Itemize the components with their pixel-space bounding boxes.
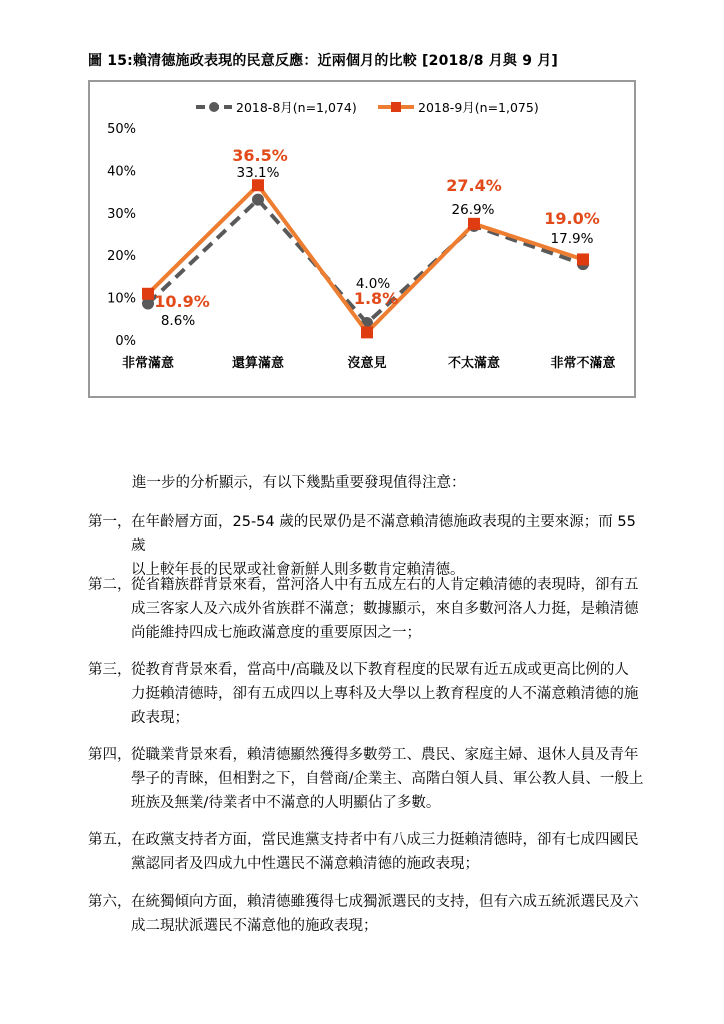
finding-line: 成二現狀派選民不滿意他的施政表現； — [131, 918, 378, 934]
finding-line: 黨認同者及四成九中性選民不滿意賴清德的施政表現； — [131, 856, 479, 872]
y-tick-label: 50% — [107, 122, 136, 137]
finding-ordinal: 第四， — [88, 747, 132, 763]
data-label-aug: 8.6% — [160, 313, 196, 329]
finding-line: 在統獨傾向方面，賴清德雖獲得七成獨派選民的支持，但有六成五統派選民及六 — [131, 894, 639, 910]
legend-marker-sep — [391, 102, 401, 112]
finding-line: 從省籍族群背景來看，當河洛人中有五成左右的人肯定賴清德的表現時，卻有五 — [131, 577, 639, 593]
finding-line: 成三客家人及六成外省族群不滿意；數據顯示，來自多數河洛人力挺，是賴清德 — [131, 601, 639, 617]
finding-text — [131, 510, 651, 582]
line-chart — [0, 0, 724, 420]
legend-marker-aug — [209, 102, 219, 112]
x-tick-label: 沒意見 — [347, 356, 387, 371]
data-label-aug: 17.9% — [550, 231, 594, 247]
finding-line: 力挺賴清德時，卻有五成四以上專科及大學以上教育程度的人不滿意賴清德的施 — [131, 686, 639, 702]
finding-text — [131, 743, 651, 815]
finding-text — [131, 573, 651, 645]
data-label-sep: 27.4% — [446, 176, 502, 195]
x-tick-label: 不太滿意 — [447, 356, 501, 371]
finding-line: 學子的青睞，但相對之下，自營商/企業主、高階白領人員、軍公教人員、一般上 — [131, 771, 644, 787]
finding-ordinal: 第三， — [88, 662, 132, 678]
legend-label-sep: 2018-9月(n=1,075) — [418, 100, 539, 115]
finding-ordinal: 第五， — [88, 832, 132, 848]
point-sep — [252, 179, 264, 191]
intro-text: 進一步的分析顯示，有以下幾點重要發現值得注意： — [132, 475, 466, 491]
data-label-sep: 19.0% — [544, 209, 600, 228]
finding-ordinal: 第六， — [88, 894, 132, 910]
finding-line: 在年齡層方面，25-54 歲的民眾仍是不滿意賴清德施政表現的主要來源；而 55 歲 — [131, 514, 636, 554]
point-sep — [142, 288, 154, 300]
figure-title: 圖 15:賴清德施政表現的民意反應：近兩個月的比較 [2018/8 月與 9 月] — [88, 53, 559, 69]
y-tick-label: 30% — [107, 206, 136, 222]
data-label-aug: 26.9% — [451, 202, 495, 218]
y-tick-label: 20% — [107, 249, 136, 265]
x-tick-label: 非常滿意 — [121, 356, 175, 371]
data-label-aug: 4.0% — [355, 276, 391, 292]
data-label-sep: 1.8% — [353, 289, 399, 308]
point-aug — [252, 194, 264, 206]
y-tick-label: 10% — [107, 291, 136, 307]
data-label-sep: 10.9% — [154, 292, 210, 311]
finding-line: 以上較年長的民眾或社會新鮮人則多數肯定賴清德。 — [131, 562, 465, 578]
y-tick-label: 40% — [107, 164, 136, 180]
finding-line: 從職業背景來看，賴清德顯然獲得多數勞工、農民、家庭主婦、退休人員及青年 — [131, 747, 639, 763]
finding-line: 政表現； — [131, 710, 189, 726]
finding-ordinal: 第二， — [88, 577, 132, 593]
data-label-sep: 36.5% — [232, 146, 288, 165]
legend-label-aug: 2018-8月(n=1,074) — [236, 100, 357, 115]
finding-text — [131, 828, 651, 876]
x-tick-label: 還算滿意 — [231, 356, 285, 371]
point-sep — [361, 326, 373, 338]
finding-line: 從教育背景來看，當高中/高職及以下教育程度的民眾有近五成或更高比例的人 — [131, 662, 629, 678]
finding-line: 尚能維持四成七施政滿意度的重要原因之一； — [131, 625, 421, 641]
finding-text — [131, 658, 651, 730]
y-tick-label: 0% — [115, 334, 136, 349]
series-line-sep — [148, 185, 583, 332]
point-sep — [577, 253, 589, 265]
finding-line: 在政黨支持者方面，當民進黨支持者中有八成三力挺賴清德時，卻有七成四國民 — [131, 832, 639, 848]
x-tick-label: 非常不滿意 — [550, 356, 616, 371]
point-sep — [468, 218, 480, 230]
finding-line: 班族及無業/待業者中不滿意的人明顯佔了多數。 — [131, 795, 441, 811]
finding-text — [131, 890, 651, 938]
finding-ordinal: 第一， — [88, 514, 132, 530]
data-label-aug: 33.1% — [236, 165, 280, 181]
